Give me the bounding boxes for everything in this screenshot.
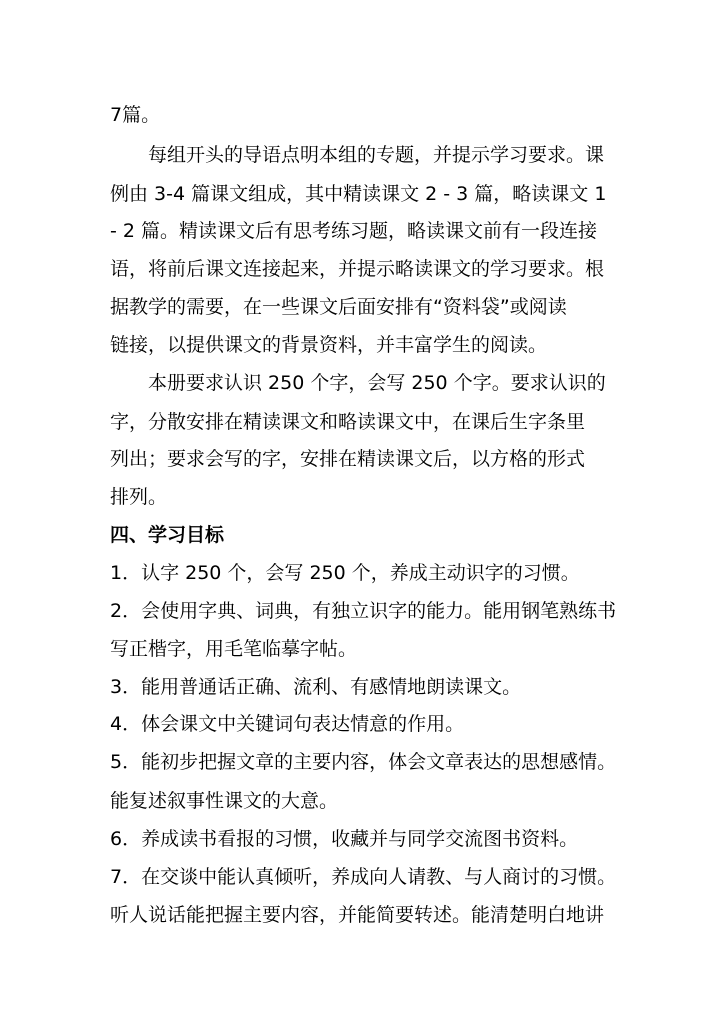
- text-line: 本册要求认识 250 个字，会写 250 个字。要求认识的: [148, 372, 606, 394]
- text-line: 7．在交谈中能认真倾听，养成向人请教、与人商讨的习惯。: [110, 866, 617, 888]
- text-line: 列出；要求会写的字，安排在精读课文后，以方格的形式: [110, 448, 586, 470]
- text-line: 每组开头的导语点明本组的专题，并提示学习要求。课: [148, 144, 605, 166]
- text-line: 写正楷字，用毛笔临摹字帖。: [110, 638, 358, 660]
- text-line: 5．能初步把握文章的主要内容，体会文章表达的思想感情。: [110, 751, 617, 773]
- text-line: 字，分散安排在精读课文和略读课文中，在课后生字条里: [110, 411, 586, 433]
- text-line: 3．能用普通话正确、流利、有感情地朗读课文。: [110, 676, 522, 698]
- text-line: 1．认字 250 个，会写 250 个，养成主动识字的习惯。: [110, 562, 580, 584]
- text-line: 7篇。: [110, 104, 161, 126]
- text-line: 例由 3-4 篇课文组成，其中精读课文 2 - 3 篇，略读课文 1: [110, 183, 607, 205]
- text-line: 6．养成读书看报的习惯，收藏并与同学交流图书资料。: [110, 828, 579, 850]
- text-line: 2．会使用字典、词典，有独立识字的能力。能用钢笔熟练书: [110, 600, 617, 622]
- text-line: 排列。: [110, 486, 168, 508]
- section-heading: 四、学习目标: [110, 524, 225, 546]
- text-line: 听人说话能把握主要内容，并能简要转述。能清楚明白地讲: [110, 904, 605, 926]
- text-line: 4．体会课文中关键词句表达情意的作用。: [110, 713, 465, 735]
- text-line: 据教学的需要，在一些课文后面安排有“资料袋”或阅读: [110, 296, 567, 318]
- text-line: 链接，以提供课文的背景资料，并丰富学生的阅读。: [110, 334, 548, 356]
- text-line: 能复述叙事性课文的大意。: [110, 790, 339, 812]
- text-line: 语，将前后课文连接起来，并提示略读课文的学习要求。根: [110, 258, 605, 280]
- text-line: - 2 篇。精读课文后有思考练习题，略读课文前有一段连接: [110, 220, 598, 242]
